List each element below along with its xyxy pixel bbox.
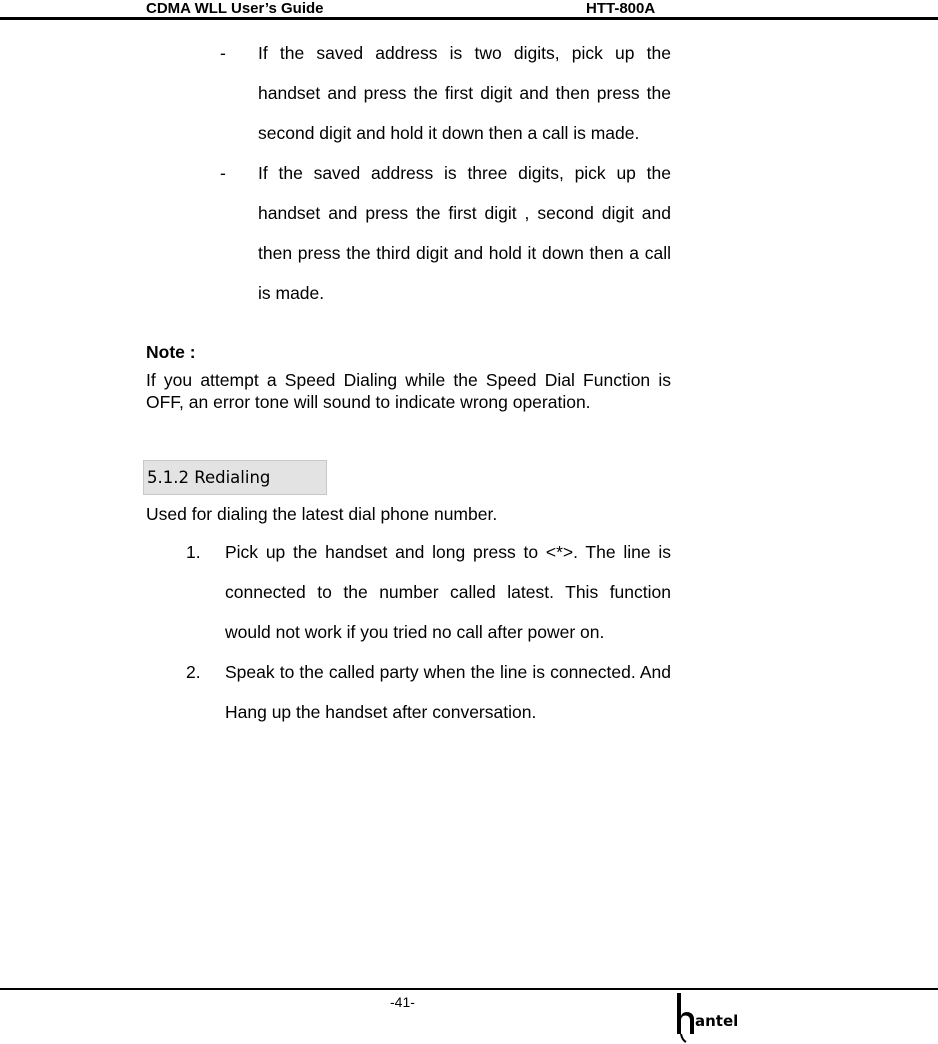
list-item [186,652,671,732]
header-title: CDMA WLL User’s Guide [146,0,324,17]
list-item [220,153,671,313]
page-body [146,33,671,732]
header-model: HTT-800A [586,0,656,17]
header-rule [0,17,938,20]
list-item-text: If the saved address is three digits, pick up the handset and press the first digit , second digit and then press the third digit and hold it down then a call is made. [258,163,671,303]
logo-text: antel [695,1012,739,1030]
note-text: If you attempt a Speed Dialing while the Speed Dial Function is OFF, an error tone will sound to indicate wrong operation. [146,370,671,412]
list-marker: - [220,43,226,63]
note-label: Note : [146,342,196,362]
step-number: 2. [186,662,201,682]
list-item-text: If the saved address is two digits, pick up the handset and press the first digit and then press the second digit and hold it down then a call is made. [258,43,671,143]
step-text: Pick up the handset and long press to <*>. The line is connected to the number called latest. This function would not work if you tried no call after power on. [225,542,671,642]
page-number: -41- [390,994,415,1010]
section-intro: Used for dialing the latest dial phone number. [146,504,498,524]
step-text: Speak to the called party when the line is connected. And Hang up the handset after conversation. [225,662,671,722]
list-marker: - [220,163,226,183]
list-item [186,532,671,652]
section-heading: 5.1.2 Redialing [143,460,327,495]
list-item [220,33,671,153]
footer-rule [0,988,938,990]
hantel-logo [670,990,750,1044]
step-number: 1. [186,542,201,562]
